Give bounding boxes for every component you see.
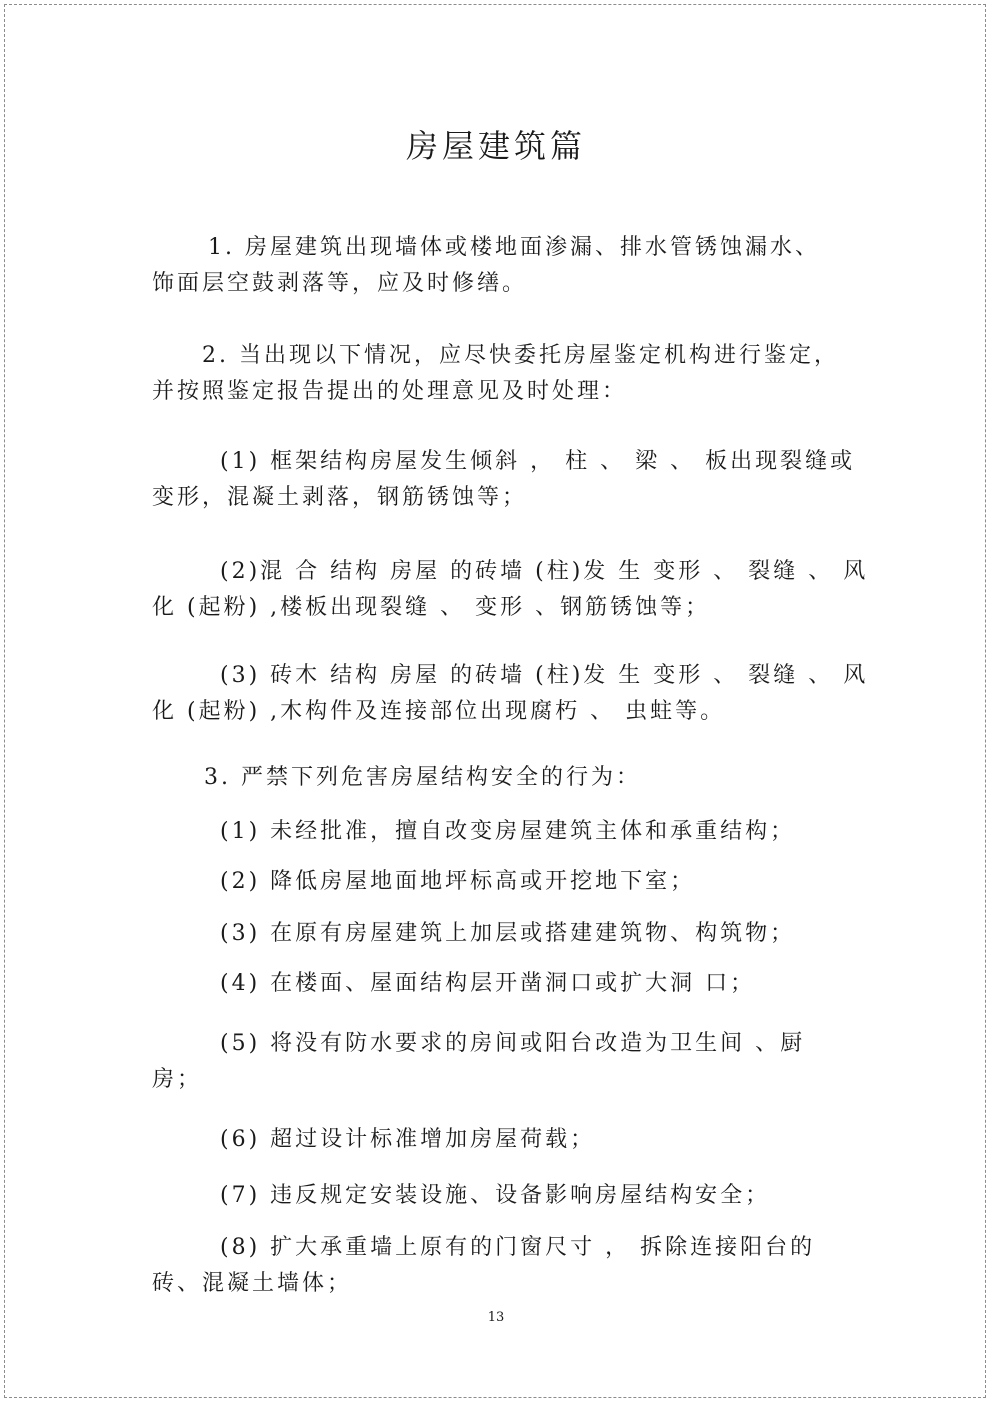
- sub-item-3-5-line-2: 房；: [152, 1067, 203, 1092]
- paragraph-1-line-2: 饰面层空鼓剥落等，应及时修缮。: [152, 271, 528, 296]
- sub-item-3-8: [152, 1230, 838, 1302]
- sub-item-3-8-line-2: 砖、混凝土墙体；: [152, 1271, 353, 1296]
- sub-item-2-2-line-2: 化 (起粉) ,楼板出现裂缝 、 变形 、钢筋锈蚀等；: [152, 595, 711, 620]
- sub-item-2-3-line-1: (3) 砖木 结构 房屋 的砖墙 (柱)发 生 变形 、 裂缝 、 风: [220, 663, 869, 688]
- paragraph-3: [152, 760, 838, 796]
- sub-item-2-1: [152, 444, 856, 516]
- sub-item-3-7: [152, 1178, 838, 1214]
- paragraph-2-line-1: 2. 当出现以下情况，应尽快委托房屋鉴定机构进行鉴定，: [202, 343, 839, 368]
- sub-item-3-1: [152, 814, 838, 850]
- paragraph-2-line-2: 并按照鉴定报告提出的处理意见及时处理：: [152, 379, 628, 404]
- sub-item-3-5-line-1: (5) 将没有防水要求的房间或阳台改造为卫生间 、厨: [220, 1031, 806, 1056]
- sub-item-3-3-line-1: (3) 在原有房屋建筑上加层或搭建建筑物、构筑物；: [220, 921, 796, 946]
- sub-item-3-4-line-1: (4) 在楼面、屋面结构层开凿洞口或扩大洞 口；: [220, 971, 756, 996]
- sub-item-3-5: [152, 1026, 838, 1098]
- paragraph-2: [152, 338, 838, 410]
- sub-item-2-2-line-1: (2)混 合 结构 房屋 的砖墙 (柱)发 生 变形 、 裂缝 、 风: [220, 559, 869, 584]
- page-number: 13: [487, 1310, 505, 1325]
- sub-item-3-4: [152, 966, 838, 1002]
- paragraph-1-line-1: 1. 房屋建筑出现墙体或楼地面渗漏、排水管锈蚀漏水、: [208, 235, 820, 260]
- sub-item-3-2-line-1: (2) 降低房屋地面地坪标高或开挖地下室；: [220, 869, 696, 894]
- sub-item-3-8-line-1: (8) 扩大承重墙上原有的门窗尺寸 ， 拆除连接阳台的: [220, 1235, 816, 1260]
- sub-item-3-2: [152, 864, 838, 900]
- sub-item-2-3-line-2: 化 (起粉) ,木构件及连接部位出现腐朽 、 虫蛀等。: [152, 699, 726, 724]
- sub-item-2-2: [152, 554, 869, 626]
- sub-item-2-3: [152, 658, 869, 730]
- sub-item-3-6: [152, 1122, 838, 1158]
- paragraph-3-line-1: 3. 严禁下列危害房屋结构安全的行为：: [204, 765, 641, 790]
- sub-item-2-1-line-2: 变形，混凝土剥落，钢筋锈蚀等；: [152, 485, 528, 510]
- sub-item-3-6-line-1: (6) 超过设计标准增加房屋荷载；: [220, 1127, 596, 1152]
- sub-item-3-3: [152, 916, 838, 952]
- page-title: 房屋建筑篇: [405, 127, 586, 165]
- paragraph-1: [152, 230, 838, 302]
- sub-item-3-7-line-1: (7) 违反规定安装设施、设备影响房屋结构安全；: [220, 1183, 771, 1208]
- sub-item-3-1-line-1: (1) 未经批准，擅自改变房屋建筑主体和承重结构；: [220, 819, 796, 844]
- sub-item-2-1-line-1: (1) 框架结构房屋发生倾斜 ， 柱 、 梁 、 板出现裂缝或: [220, 449, 856, 474]
